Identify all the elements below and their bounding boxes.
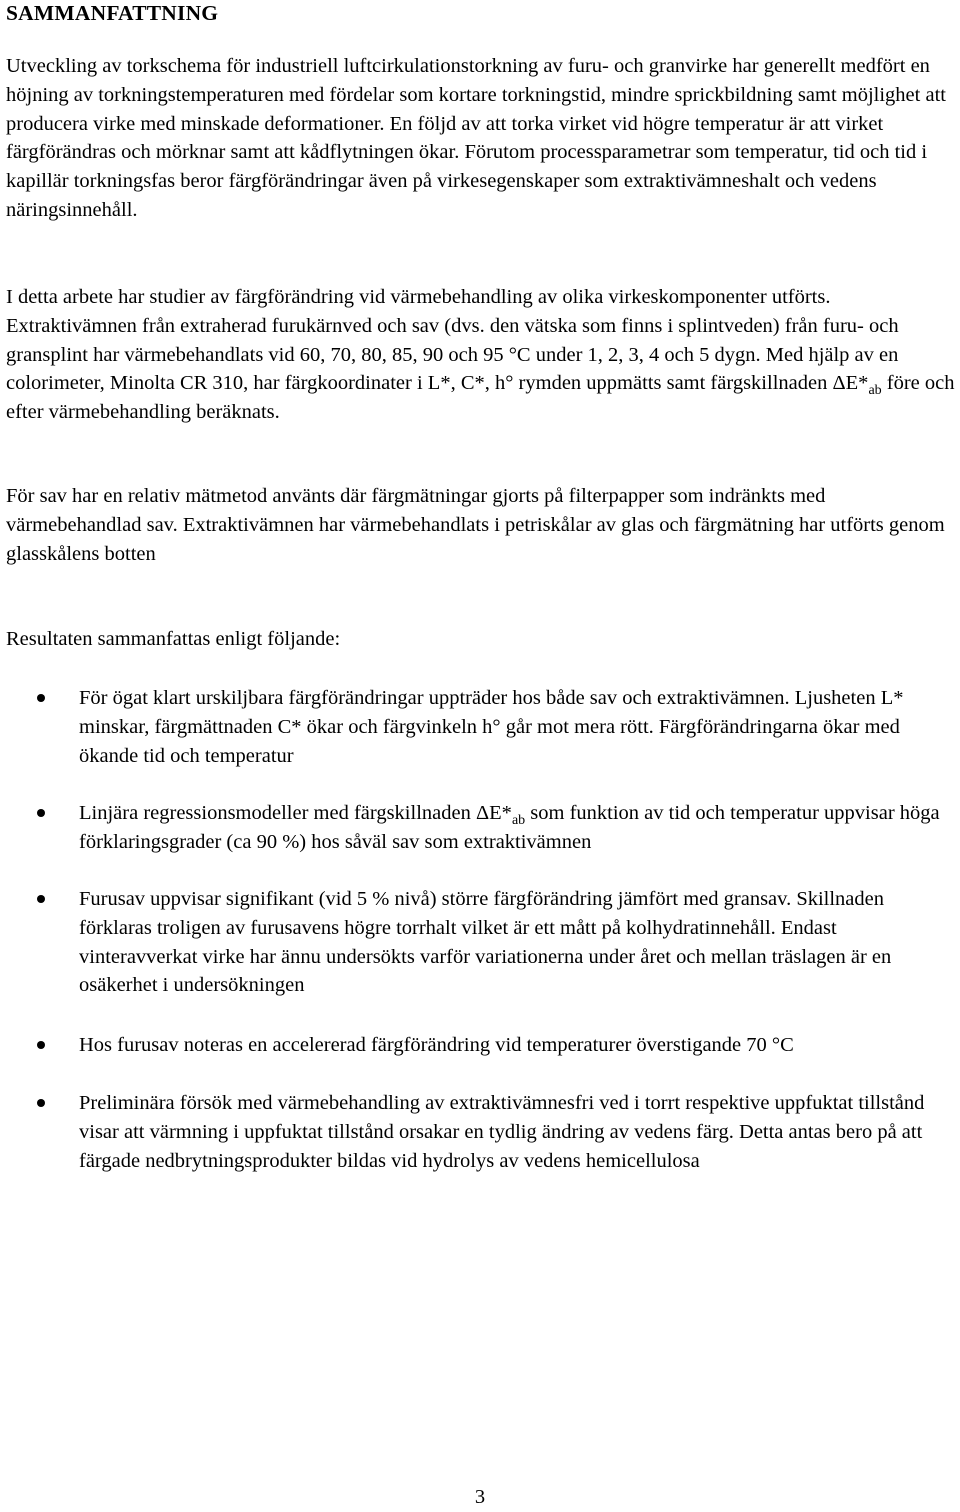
list-item-text: Preliminära försök med värmebehandling av extraktivämnesfri ved i torrt respektive uppfuktat tillstånd visar att värmning i uppfuktat tillstånd orsakar en tydlig ändring av vedens färg. Detta antas bero på att färgade nedbrytningsprodukter bildas vid hydrolys av vedens hemicellulosa	[79, 1092, 925, 1172]
delta-e-symbol: ΔE*	[475, 802, 512, 824]
results-intro: Resultaten sammanfattas enligt följande:	[6, 628, 341, 650]
list-item-text: För ögat klart urskiljbara färgförändringar uppträder hos både sav och extraktivämnen. Ljusheten L* minskar, färgmättnaden C* ökar och färgvinkeln h° går mot mera rött. Färgförändringarna ökar med ökande tid och temperatur	[79, 687, 904, 767]
page-number: 3	[474, 1486, 486, 1508]
list-item-text	[79, 799, 959, 857]
bullet-icon	[37, 1099, 45, 1107]
list-item-text: Hos furusav noteras en accelererad färgförändring vid temperaturer överstigande 70 °C	[79, 1034, 794, 1056]
summary-paragraph-2	[6, 283, 956, 427]
paragraph-2-text-start: I detta arbete har studier av färgförändring vid värmebehandling av olika virkeskomponenter utförts. Extraktivämnen från extraherad furukärnved och sav (dvs. den vätska som finns i splintveden) från furu- och gransplint har värmebehandlats vid 60, 70, 80, 85, 90 och 95 °C under 1, 2, 3, 4 och 5 dygn. Med hjälp av en colorimeter, Minolta CR 310, har färgkoordinater i L*, C*, h° rymden uppmätts samt färgskillnaden	[6, 286, 899, 395]
summary-paragraph-3: För sav har en relativ mätmetod använts där färgmätningar gjorts på filterpapper som indränkts med värmebehandlad sav. Extraktivämnen har värmebehandlats i petriskålar av glas och färgmätning har utförts genom glasskålens botten	[6, 485, 945, 565]
list-item-text: Furusav uppvisar signifikant (vid 5 % nivå) större färgförändring jämfört med gransav. Skillnaden förklaras troligen av furusavens högre torrhalt vilket är ett mått på kolhydratinnehåll. Endast vinteravverkat virke har ännu undersökts varför variationerna under året och mellan träslagen är en osäkerhet i undersökningen	[79, 888, 892, 997]
bullet-icon	[37, 895, 45, 903]
bullet-icon	[37, 809, 45, 817]
list-item-text-start: Linjära regressionsmodeller med färgskillnaden	[79, 802, 476, 824]
summary-paragraph-1: Utveckling av torkschema för industriell luftcirkulationstorkning av furu- och granvirke har generellt medfört en höjning av torkningstemperaturen med fördelar som kortare torkningstid, mindre sprickbildning samt möjlighet att producera virke med minskade deformationer. En följd av att torka virket vid högre temperatur är att virket färgförändras och mörknar samt att kådflytningen ökar. Förutom processparametrar som temperatur, tid och tid i kapillär torkningsfas beror färgförändringar även på virkesegenskaper som extraktivämneshalt och vedens näringsinnehåll.	[6, 55, 946, 221]
paragraph-2-text-end: före och efter värmebehandling beräknats.	[6, 372, 955, 424]
bullet-icon	[37, 694, 45, 702]
delta-e-symbol: ΔE*	[832, 372, 869, 395]
delta-e-subscript: ab	[868, 383, 882, 399]
list-item-text-end: som funktion av tid och temperatur uppvisar höga förklaringsgrader (ca 90 %) hos såväl sav som extraktivämnen	[79, 802, 940, 853]
delta-e-subscript: ab	[511, 813, 526, 828]
page-title: SAMMANFATTNING	[6, 1, 219, 25]
bullet-icon	[37, 1041, 45, 1049]
